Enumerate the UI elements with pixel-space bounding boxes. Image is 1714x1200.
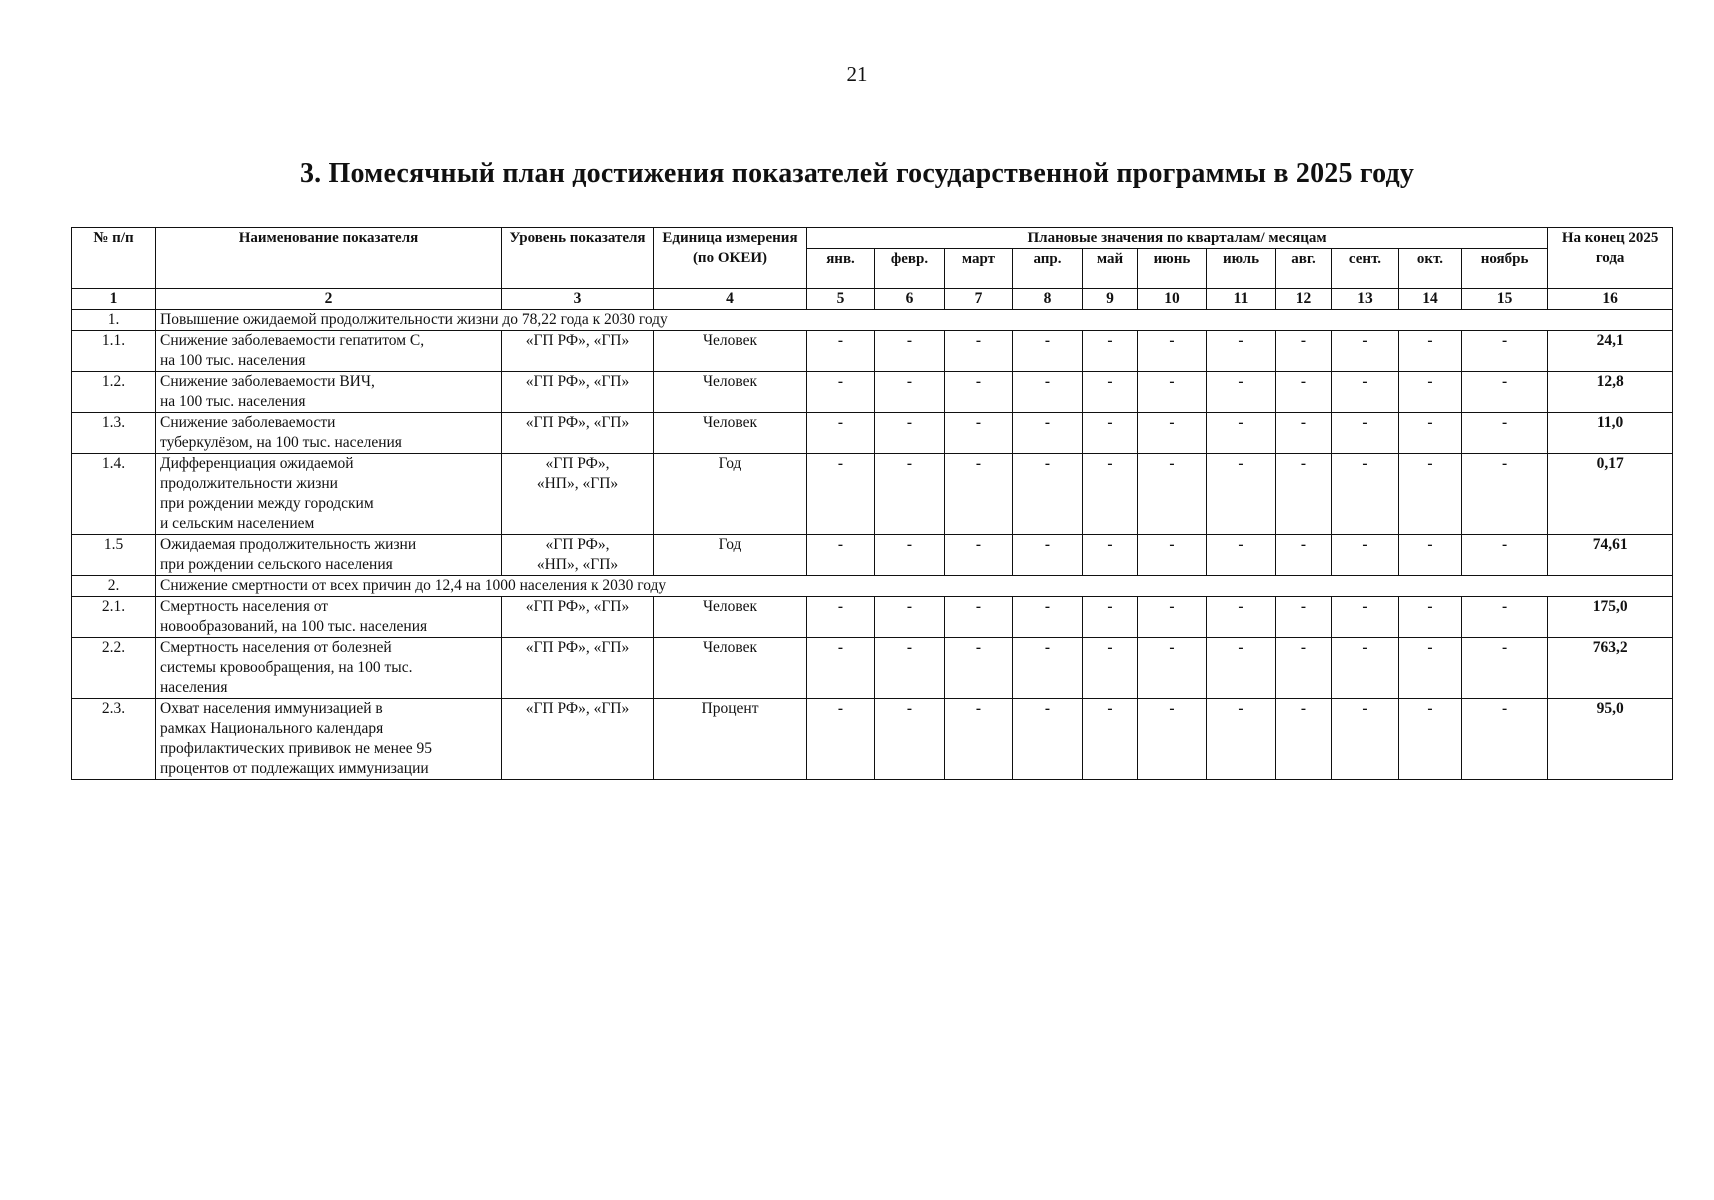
page-title: 3. Помесячный план достижения показателей государственной программы в 2025 году <box>299 158 1415 189</box>
month-value: - <box>1462 454 1548 535</box>
month-value: - <box>945 331 1013 372</box>
header-month: окт. <box>1399 249 1462 289</box>
month-value: - <box>1276 638 1332 699</box>
month-value: - <box>1083 413 1138 454</box>
month-value: - <box>1462 638 1548 699</box>
final-value: 24,1 <box>1548 331 1673 372</box>
header-month: май <box>1083 249 1138 289</box>
final-value: 95,0 <box>1548 699 1673 780</box>
indicator-level: «ГП РФ», «ГП» <box>502 331 654 372</box>
month-value: - <box>1138 372 1207 413</box>
indicator-level: «ГП РФ», «ГП» <box>502 638 654 699</box>
header-num: № п/п <box>72 228 156 289</box>
month-value: - <box>807 597 875 638</box>
month-value: - <box>1399 331 1462 372</box>
header-month: март <box>945 249 1013 289</box>
table-row <box>72 454 1673 535</box>
month-value: - <box>1276 535 1332 576</box>
month-value: - <box>875 699 945 780</box>
month-value: - <box>1083 638 1138 699</box>
indicator-name: Смертность населения от болезней системы кровообращения, на 100 тыс. населения <box>156 638 502 699</box>
month-value: - <box>1399 372 1462 413</box>
indicator-unit: Человек <box>654 413 807 454</box>
indicator-unit: Человек <box>654 372 807 413</box>
month-value: - <box>945 597 1013 638</box>
month-value: - <box>1207 597 1276 638</box>
month-value: - <box>945 413 1013 454</box>
section-number: 2. <box>72 576 156 597</box>
month-value: - <box>1276 372 1332 413</box>
column-number: 14 <box>1399 289 1462 310</box>
table-row <box>72 638 1673 699</box>
month-value: - <box>1013 597 1083 638</box>
month-value: - <box>1332 597 1399 638</box>
month-value: - <box>1462 597 1548 638</box>
indicator-name: Дифференциация ожидаемой продолжительности жизни при рождении между городским и сельским населением <box>156 454 502 535</box>
month-value: - <box>1276 597 1332 638</box>
page-number: 21 <box>846 62 868 86</box>
header-month: сент. <box>1332 249 1399 289</box>
month-value: - <box>1138 331 1207 372</box>
header-unit: Единица измерения (по ОКЕИ) <box>654 228 807 289</box>
column-number: 15 <box>1462 289 1548 310</box>
month-value: - <box>1399 638 1462 699</box>
indicator-name: Смертность населения от новообразований, на 100 тыс. населения <box>156 597 502 638</box>
month-value: - <box>875 638 945 699</box>
column-number: 2 <box>156 289 502 310</box>
header-month: февр. <box>875 249 945 289</box>
section-number: 1. <box>72 310 156 331</box>
column-number: 1 <box>72 289 156 310</box>
header-month: янв. <box>807 249 875 289</box>
final-value: 175,0 <box>1548 597 1673 638</box>
table-row <box>72 413 1673 454</box>
indicator-name: Снижение заболеваемости гепатитом С, на 100 тыс. населения <box>156 331 502 372</box>
month-value: - <box>1332 699 1399 780</box>
month-value: - <box>1207 699 1276 780</box>
month-value: - <box>1207 331 1276 372</box>
section-title: Снижение смертности от всех причин до 12,4 на 1000 населения к 2030 году <box>156 576 1673 597</box>
month-value: - <box>1013 699 1083 780</box>
column-number: 11 <box>1207 289 1276 310</box>
final-value: 0,17 <box>1548 454 1673 535</box>
month-value: - <box>1138 638 1207 699</box>
month-value: - <box>1083 535 1138 576</box>
month-value: - <box>1276 454 1332 535</box>
month-value: - <box>807 535 875 576</box>
month-value: - <box>807 699 875 780</box>
column-number: 4 <box>654 289 807 310</box>
header-final: На конец 2025 года <box>1548 228 1673 289</box>
column-number: 13 <box>1332 289 1399 310</box>
month-value: - <box>1332 535 1399 576</box>
final-value: 74,61 <box>1548 535 1673 576</box>
column-number: 7 <box>945 289 1013 310</box>
section-title: Повышение ожидаемой продолжительности жизни до 78,22 года к 2030 году <box>156 310 1673 331</box>
column-number: 12 <box>1276 289 1332 310</box>
month-value: - <box>945 699 1013 780</box>
month-value: - <box>1083 699 1138 780</box>
row-number: 1.1. <box>72 331 156 372</box>
table-row <box>72 535 1673 576</box>
month-value: - <box>1207 454 1276 535</box>
indicator-name: Снижение заболеваемости ВИЧ, на 100 тыс. населения <box>156 372 502 413</box>
month-value: - <box>807 638 875 699</box>
header-month: июнь <box>1138 249 1207 289</box>
indicator-level: «ГП РФ», «НП», «ГП» <box>502 535 654 576</box>
month-value: - <box>875 454 945 535</box>
row-number: 1.4. <box>72 454 156 535</box>
month-value: - <box>1013 413 1083 454</box>
month-value: - <box>1276 413 1332 454</box>
header-month: авг. <box>1276 249 1332 289</box>
month-value: - <box>945 372 1013 413</box>
row-number: 1.2. <box>72 372 156 413</box>
final-value: 12,8 <box>1548 372 1673 413</box>
indicator-unit: Человек <box>654 331 807 372</box>
month-value: - <box>875 535 945 576</box>
column-number: 6 <box>875 289 945 310</box>
header-month: июль <box>1207 249 1276 289</box>
monthly-plan-table <box>71 227 1673 780</box>
month-value: - <box>1462 413 1548 454</box>
month-value: - <box>1462 699 1548 780</box>
month-value: - <box>945 535 1013 576</box>
month-value: - <box>1013 638 1083 699</box>
month-value: - <box>1138 699 1207 780</box>
month-value: - <box>1207 535 1276 576</box>
table-row <box>72 331 1673 372</box>
month-value: - <box>1399 413 1462 454</box>
month-value: - <box>1083 331 1138 372</box>
month-value: - <box>1399 597 1462 638</box>
month-value: - <box>1207 638 1276 699</box>
month-value: - <box>875 331 945 372</box>
row-number: 1.5 <box>72 535 156 576</box>
month-value: - <box>1332 454 1399 535</box>
row-number: 2.3. <box>72 699 156 780</box>
month-value: - <box>807 331 875 372</box>
indicator-unit: Человек <box>654 597 807 638</box>
month-value: - <box>1462 331 1548 372</box>
month-value: - <box>1462 535 1548 576</box>
month-value: - <box>1013 454 1083 535</box>
month-value: - <box>807 454 875 535</box>
column-number: 16 <box>1548 289 1673 310</box>
final-value: 763,2 <box>1548 638 1673 699</box>
month-value: - <box>1332 638 1399 699</box>
month-value: - <box>1332 331 1399 372</box>
indicator-unit: Год <box>654 535 807 576</box>
indicator-unit: Год <box>654 454 807 535</box>
column-number: 5 <box>807 289 875 310</box>
row-number: 2.2. <box>72 638 156 699</box>
table-row <box>72 597 1673 638</box>
month-value: - <box>1332 413 1399 454</box>
column-number: 8 <box>1013 289 1083 310</box>
header-name: Наименование показателя <box>156 228 502 289</box>
indicator-level: «ГП РФ», «ГП» <box>502 413 654 454</box>
month-value: - <box>1013 535 1083 576</box>
month-value: - <box>1207 372 1276 413</box>
month-value: - <box>1276 331 1332 372</box>
month-value: - <box>1399 454 1462 535</box>
section-row <box>72 576 1673 597</box>
month-value: - <box>807 413 875 454</box>
header-month: ноябрь <box>1462 249 1548 289</box>
month-value: - <box>1399 699 1462 780</box>
month-value: - <box>1462 372 1548 413</box>
indicator-name: Ожидаемая продолжительность жизни при рождении сельского населения <box>156 535 502 576</box>
indicator-name: Снижение заболеваемости туберкулёзом, на 100 тыс. населения <box>156 413 502 454</box>
header-level: Уровень показателя <box>502 228 654 289</box>
column-number: 9 <box>1083 289 1138 310</box>
table-row <box>72 699 1673 780</box>
row-number: 2.1. <box>72 597 156 638</box>
indicator-unit: Процент <box>654 699 807 780</box>
column-number: 10 <box>1138 289 1207 310</box>
month-value: - <box>875 372 945 413</box>
month-value: - <box>1138 413 1207 454</box>
month-value: - <box>1138 535 1207 576</box>
row-number: 1.3. <box>72 413 156 454</box>
month-value: - <box>1207 413 1276 454</box>
header-plan: Плановые значения по кварталам/ месяцам <box>807 228 1548 249</box>
month-value: - <box>807 372 875 413</box>
month-value: - <box>875 413 945 454</box>
indicator-name: Охват населения иммунизацией в рамках Национального календаря профилактических прививок не менее 95 процентов от подлежащих иммунизации <box>156 699 502 780</box>
month-value: - <box>1399 535 1462 576</box>
month-value: - <box>1276 699 1332 780</box>
month-value: - <box>1332 372 1399 413</box>
indicator-level: «ГП РФ», «ГП» <box>502 372 654 413</box>
indicator-unit: Человек <box>654 638 807 699</box>
month-value: - <box>1083 454 1138 535</box>
header-month: апр. <box>1013 249 1083 289</box>
month-value: - <box>1013 372 1083 413</box>
column-number: 3 <box>502 289 654 310</box>
month-value: - <box>945 638 1013 699</box>
month-value: - <box>1138 597 1207 638</box>
month-value: - <box>875 597 945 638</box>
section-row <box>72 310 1673 331</box>
month-value: - <box>945 454 1013 535</box>
indicator-level: «ГП РФ», «НП», «ГП» <box>502 454 654 535</box>
indicator-level: «ГП РФ», «ГП» <box>502 699 654 780</box>
month-value: - <box>1083 372 1138 413</box>
table-row <box>72 372 1673 413</box>
month-value: - <box>1013 331 1083 372</box>
month-value: - <box>1083 597 1138 638</box>
final-value: 11,0 <box>1548 413 1673 454</box>
indicator-level: «ГП РФ», «ГП» <box>502 597 654 638</box>
month-value: - <box>1138 454 1207 535</box>
